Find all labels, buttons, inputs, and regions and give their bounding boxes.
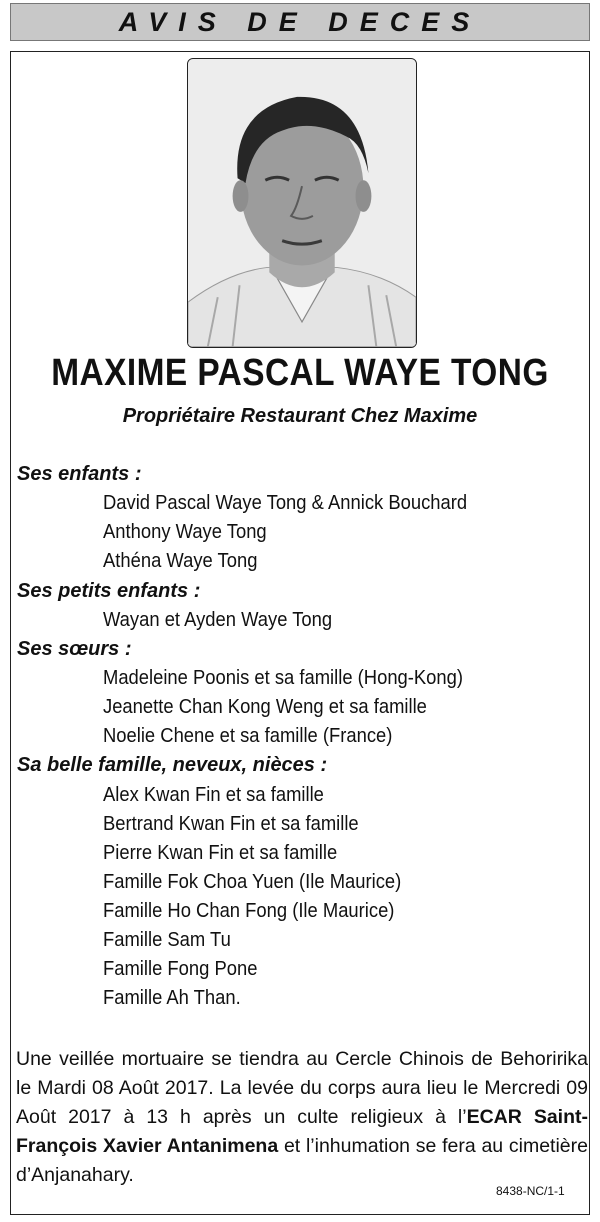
family-entry: Noelie Chene et sa famille (France) <box>103 725 393 747</box>
family-entry: Anthony Waye Tong <box>103 521 267 543</box>
banner-title: AVIS DE DECES <box>118 6 482 37</box>
family-entry: Pierre Kwan Fin et sa famille <box>103 842 338 864</box>
section-heading-in-laws: Sa belle famille, neveux, nièces : <box>17 754 328 776</box>
family-entry: Madeleine Poonis et sa famille (Hong-Kong) <box>103 667 464 689</box>
family-entry: Bertrand Kwan Fin et sa famille <box>103 813 359 835</box>
family-entry: David Pascal Waye Tong & Annick Bouchard <box>103 492 468 514</box>
section-heading-sisters: Ses sœurs : <box>17 638 132 660</box>
deceased-occupation: Propriétaire Restaurant Chez Maxime <box>122 405 478 427</box>
announcement-text: Une veillée mortuaire se tiendra au Cercle Chinois de Behoririka le Mardi 08 Août 2017. La levée du corps aura lieu le Mercredi 09 Août 2017 à 13 h après un culte religieux à l’ <box>16 1048 588 1128</box>
portrait-photo <box>187 58 417 348</box>
announcement-place: ECAR Saint-François Xavier Antanimena <box>16 1106 588 1157</box>
family-entry: Famille Ah Than. <box>103 987 241 1009</box>
family-entry: Famille Fok Choa Yuen (Ile Maurice) <box>103 871 402 893</box>
funeral-announcement <box>16 1045 588 1190</box>
section-heading-grandchildren: Ses petits enfants : <box>17 580 201 602</box>
header-banner <box>10 3 590 41</box>
section-heading-children: Ses enfants : <box>17 463 142 485</box>
family-entry: Famille Fong Pone <box>103 958 258 980</box>
deceased-name: MAXIME PASCAL WAYE TONG <box>51 352 549 394</box>
announcement-text-end: et l’inhumation se fera au cimetière d’Anjanahary. <box>16 1135 588 1186</box>
family-entry: Alex Kwan Fin et sa famille <box>103 784 324 806</box>
family-entry: Famille Sam Tu <box>103 929 231 951</box>
family-entry: Wayan et Ayden Waye Tong <box>103 609 333 631</box>
reference-code: 8438-NC/1-1 <box>496 1184 565 1198</box>
family-entry: Athéna Waye Tong <box>103 550 258 572</box>
family-entry: Jeanette Chan Kong Weng et sa famille <box>103 696 427 718</box>
portrait-image <box>188 59 416 347</box>
family-entry: Famille Ho Chan Fong (Ile Maurice) <box>103 900 395 922</box>
